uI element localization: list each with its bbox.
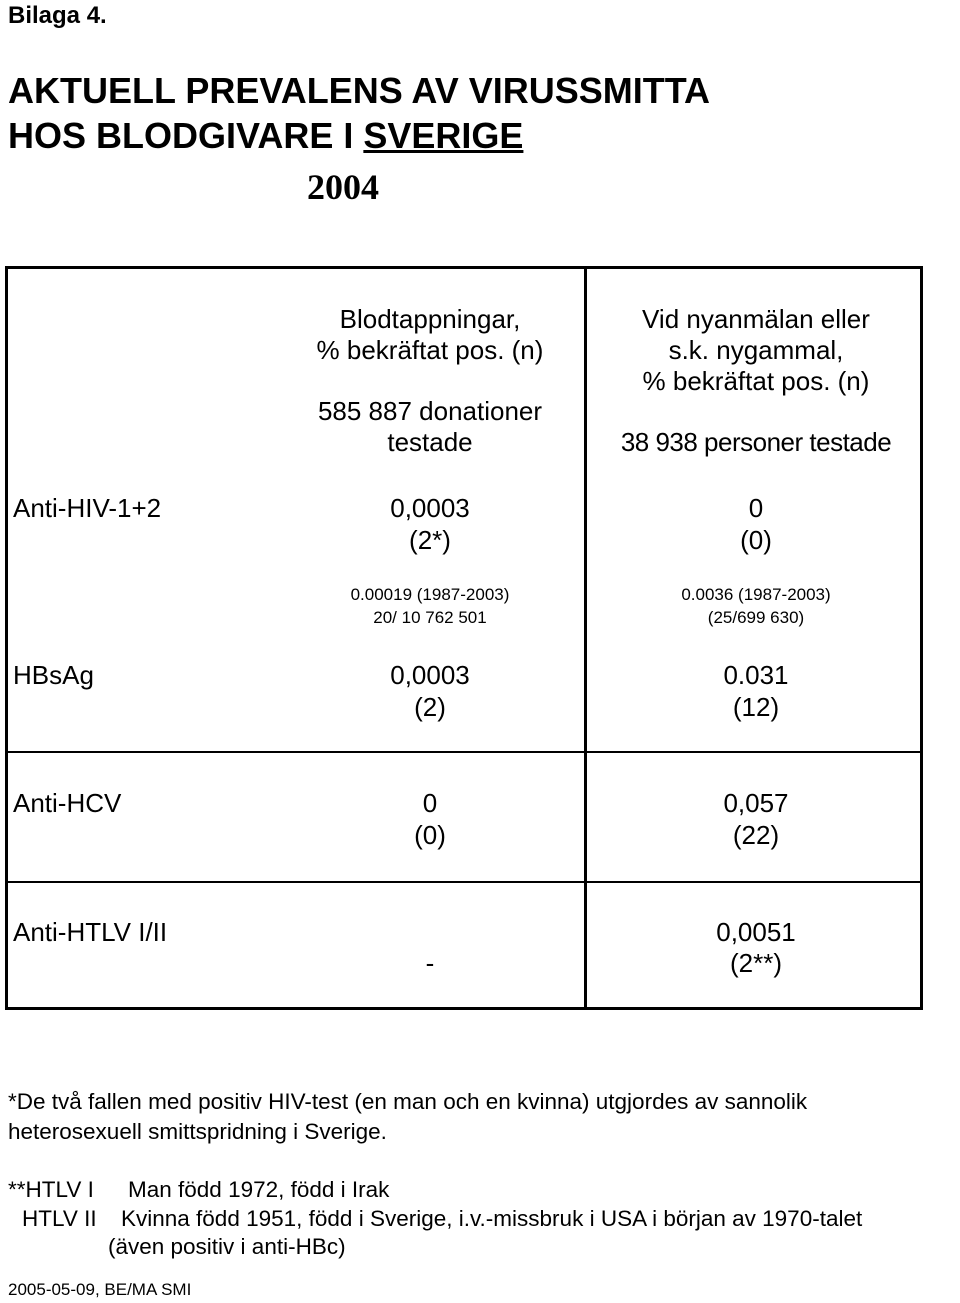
hbsag-col2-value: 0.031 bbox=[723, 660, 789, 690]
hcv-col1-count: (0) bbox=[414, 820, 446, 850]
col2-header-line2: s.k. nygammal, bbox=[668, 335, 844, 365]
appendix-label: Bilaga 4. bbox=[8, 2, 107, 29]
hcv-col2-count: (22) bbox=[732, 820, 780, 850]
row-divider-hcv bbox=[5, 751, 923, 753]
row-label-anti-hiv: Anti-HIV-1+2 bbox=[13, 493, 162, 523]
col2-header-line3: % bekräftat pos. (n) bbox=[642, 366, 870, 396]
hiv-col1-historic-count: 20/ 10 762 501 bbox=[373, 608, 487, 627]
row-divider-htlv bbox=[5, 881, 923, 883]
row-label-hbsag: HBsAg bbox=[13, 660, 94, 690]
column-divider bbox=[584, 266, 587, 1010]
hiv-col2-value: 0 bbox=[748, 493, 764, 523]
footnote-htlv2-line2: (även positiv i anti-HBc) bbox=[108, 1234, 346, 1259]
row-label-anti-hcv: Anti-HCV bbox=[13, 788, 122, 818]
hbsag-col1-count: (2) bbox=[414, 692, 446, 722]
hiv-col2-historic-count: (25/699 630) bbox=[707, 608, 805, 627]
htlv-col2-value: 0,0051 bbox=[716, 917, 796, 947]
htlv-col1-value: - bbox=[425, 948, 435, 978]
hiv-col1-count: (2*) bbox=[409, 525, 451, 555]
footnote-htlv2-text: Kvinna född 1951, född i Sverige, i.v.-missbruk i USA i början av 1970-talet bbox=[121, 1206, 863, 1231]
footnote-hiv-line2: heterosexuell smittspridning i Sverige. bbox=[8, 1119, 387, 1144]
footnote-htlv2-label: HTLV II bbox=[22, 1206, 97, 1231]
htlv-col2-count: (2**) bbox=[729, 948, 782, 978]
hiv-col1-historic: 0.00019 (1987-2003) bbox=[350, 585, 510, 604]
row-label-anti-htlv: Anti-HTLV I/II bbox=[13, 917, 168, 947]
page-title-line2 bbox=[8, 115, 523, 157]
col1-header-line1: Blodtappningar, bbox=[339, 304, 521, 334]
title-country: SVERIGE bbox=[363, 115, 524, 156]
col1-header-line3: 585 887 donationer bbox=[317, 396, 543, 426]
hbsag-col2-count: (12) bbox=[732, 692, 780, 722]
hiv-col1-value: 0,0003 bbox=[390, 493, 470, 523]
title-prefix: HOS BLODGIVARE I bbox=[8, 115, 364, 156]
report-year: 2004 bbox=[307, 167, 379, 207]
document-signature: 2005-05-09, BE/MA SMI bbox=[8, 1280, 192, 1299]
col2-header-line1: Vid nyanmälan eller bbox=[642, 304, 870, 334]
hbsag-col1-value: 0,0003 bbox=[390, 660, 470, 690]
footnote-hiv-line1: *De två fallen med positiv HIV-test (en man och en kvinna) utgjordes av sannolik bbox=[8, 1089, 808, 1114]
col1-header-line2: % bekräftat pos. (n) bbox=[316, 335, 544, 365]
col2-header-line4: 38 938 personer testade bbox=[620, 427, 892, 457]
page-title-line1: AKTUELL PREVALENS AV VIRUSSMITTA bbox=[8, 70, 711, 111]
hiv-col2-count: (0) bbox=[740, 525, 772, 555]
footnote-htlv1-text: Man född 1972, född i Irak bbox=[128, 1177, 390, 1202]
hcv-col2-value: 0,057 bbox=[723, 788, 789, 818]
hcv-col1-value: 0 bbox=[422, 788, 438, 818]
hiv-col2-historic: 0.0036 (1987-2003) bbox=[681, 585, 831, 604]
col1-header-line4: testade bbox=[387, 427, 473, 457]
footnote-htlv1-label: **HTLV I bbox=[8, 1177, 94, 1202]
